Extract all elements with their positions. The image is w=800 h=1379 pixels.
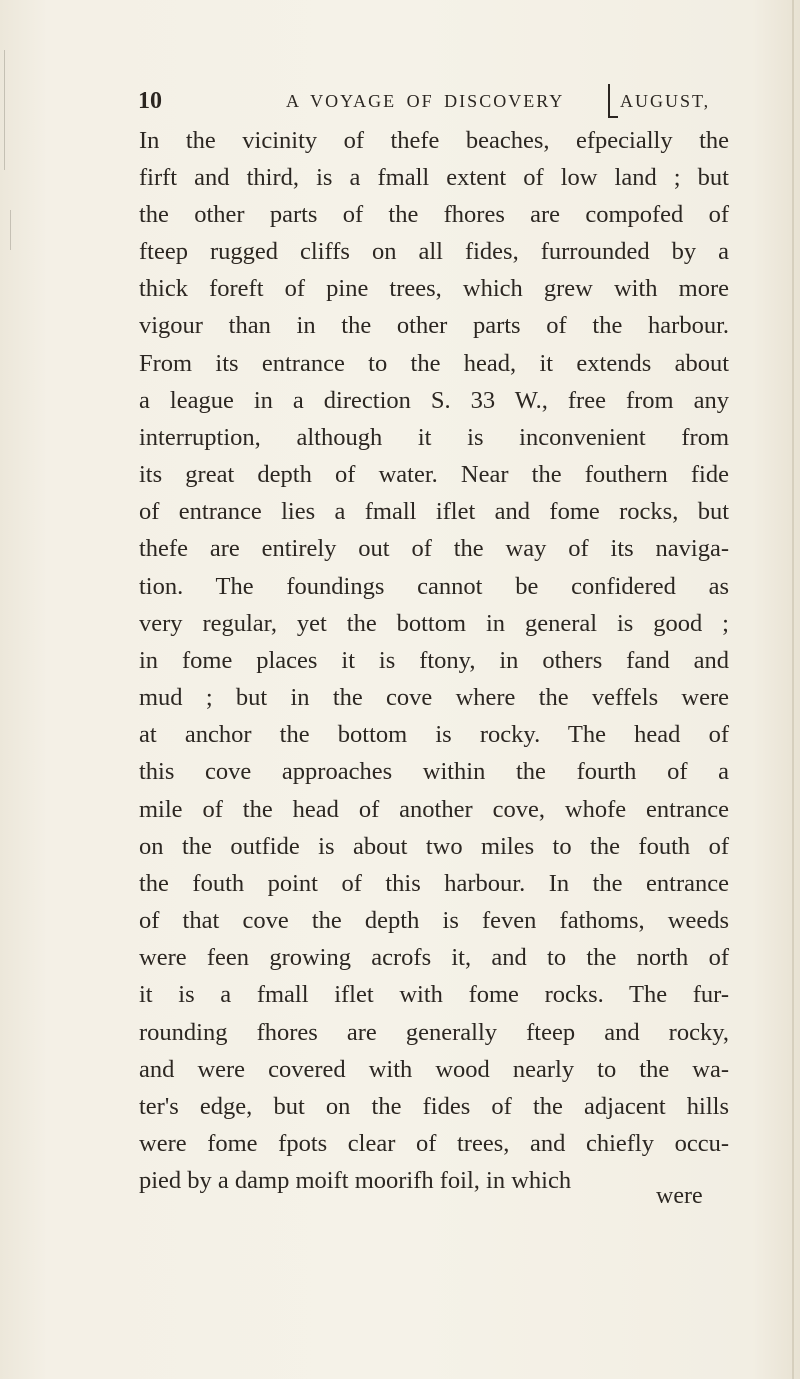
text-line: in fome places it is ftony, in others fand and	[139, 647, 729, 674]
text-line: of entrance lies a fmall iflet and fome rocks, but	[139, 498, 729, 525]
text-line: rounding fhores are generally fteep and rocky,	[139, 1019, 729, 1046]
text-line: on the outfide is about two miles to the fouth of	[139, 833, 729, 860]
text-line: interruption, although it is inconvenient from	[139, 424, 729, 451]
text-line: vigour than in the other parts of the harbour.	[139, 312, 729, 339]
text-line: very regular, yet the bottom in general is good ;	[139, 610, 729, 637]
text-line: at anchor the bottom is rocky. The head of	[139, 721, 729, 748]
text-line: In the vicinity of thefe beaches, efpecially the	[139, 127, 729, 154]
text-line: its great depth of water. Near the fouthern fide	[139, 461, 729, 488]
text-line: mile of the head of another cove, whofe entrance	[139, 796, 729, 823]
text-line: firft and third, is a fmall extent of low land ; but	[139, 164, 729, 191]
text-line: thefe are entirely out of the way of its naviga-	[139, 535, 729, 562]
text-line: the fouth point of this harbour. In the entrance	[139, 870, 729, 897]
text-line: were fome fpots clear of trees, and chiefly occu-	[139, 1130, 729, 1157]
page-number: 10	[138, 88, 162, 114]
running-title: A VOYAGE OF DISCOVERY	[286, 91, 565, 111]
running-section: AUGUST,	[620, 91, 711, 111]
text-line: of that cove the depth is feven fathoms, weeds	[139, 907, 729, 934]
text-line: pied by a damp moift moorifh foil, in which	[139, 1167, 572, 1194]
text-line: and were covered with wood nearly to the wa-	[139, 1056, 729, 1083]
text-line: mud ; but in the cove where the veffels were	[139, 684, 729, 711]
section-bracket	[608, 84, 618, 118]
catchword: were	[656, 1183, 703, 1209]
text-line: a league in a direction S. 33 W., free from any	[139, 387, 729, 414]
text-line: it is a fmall iflet with fome rocks. The fur-	[139, 981, 729, 1008]
text-line: fteep rugged cliffs on all fides, furrounded by a	[139, 238, 729, 265]
text-line: were feen growing acrofs it, and to the north of	[139, 944, 729, 971]
text-line: thick foreft of pine trees, which grew with more	[139, 275, 729, 302]
body-text	[0, 127, 800, 1367]
running-head	[138, 84, 728, 124]
text-line: the other parts of the fhores are compofed of	[139, 201, 729, 228]
text-line: tion. The foundings cannot be confidered as	[139, 573, 729, 600]
text-line: From its entrance to the head, it extends about	[139, 350, 729, 377]
text-line: ter's edge, but on the fides of the adjacent hills	[139, 1093, 729, 1120]
text-line: this cove approaches within the fourth of a	[139, 758, 729, 785]
